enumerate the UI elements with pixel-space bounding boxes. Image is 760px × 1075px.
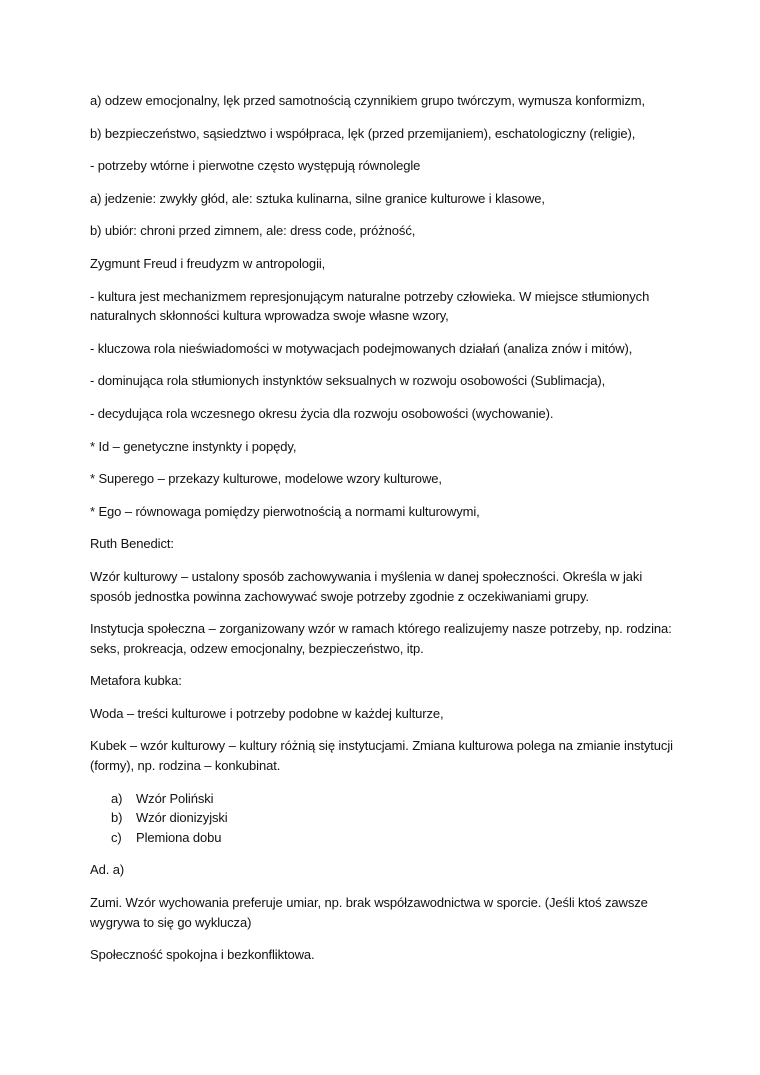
list-item-text: Plemiona dobu [136,829,222,845]
paragraphs-before-list [90,91,680,776]
paragraph: Ruth Benedict: [90,536,174,552]
list-item [90,828,680,848]
paragraph: - decydująca rola wczesnego okresu życia dla rozwoju osobowości (wychowanie). [90,405,554,421]
list-marker: b) [111,810,123,826]
paragraph: - kluczowa rola nieświadomości w motywacjach podejmowanych działań (analiza znów i mitów), [90,340,633,356]
paragraph: Ad. a) [90,862,125,878]
paragraph: Instytucja społeczna – zorganizowany wzór w ramach którego realizujemy nasze potrzeby, np. rodzina: seks, prokreacja, odzew emocjonalny, bezpieczeństwo, itp. [90,621,672,656]
paragraph: - kultura jest mechanizmem represjonującym naturalne potrzeby człowieka. W miejsce stłumionych naturalnych skłonności kultura wprowadza swoje własne wzory, [90,288,650,324]
paragraph: Zygmunt Freud i freudyzm w antropologii, [90,255,326,271]
list-item [90,808,680,828]
list-marker: a) [111,790,123,806]
paragraph: * Superego – przekazy kulturowe, modelowe wzory kulturowe, [90,471,442,487]
paragraph: Zumi. Wzór wychowania preferuje umiar, np. brak współzawodnictwa w sporcie. (Jeśli ktoś zawsze wygrywa to się go wyklucza) [90,895,648,930]
paragraph: b) bezpieczeństwo, sąsiedztwo i współpraca, lęk (przed przemijaniem), eschatologiczny (religie), [90,125,636,141]
paragraph: a) jedzenie: zwykły głód, ale: sztuka kulinarna, silne granice kulturowe i klasowe, [90,190,545,206]
paragraph: Społeczność spokojna i bezkonfliktowa. [90,947,315,963]
paragraphs-after-list [90,860,680,964]
list-item-text: Wzór dionizyjski [136,810,228,826]
list-item [90,789,680,809]
ordered-list [90,789,680,848]
paragraph: * Ego – równowaga pomiędzy pierwotnością a normami kulturowymi, [90,503,480,519]
paragraph: Woda – treści kulturowe i potrzeby podobne w każdej kulturze, [90,705,444,721]
paragraph: b) ubiór: chroni przed zimnem, ale: dress code, próżność, [90,223,416,239]
paragraph: - dominująca rola stłumionych instynktów seksualnych w rozwoju osobowości (Sublimacja), [90,373,606,389]
paragraph: - potrzeby wtórne i pierwotne często występują równolegle [90,158,421,174]
list-item-text: Wzór Poliński [136,790,214,806]
paragraph: * Id – genetyczne instynkty i popędy, [90,438,297,454]
paragraph: a) odzew emocjonalny, lęk przed samotnością czynnikiem grupo twórczym, wymusza konformizm, [90,93,646,108]
paragraph: Kubek – wzór kulturowy – kultury różnią się instytucjami. Zmiana kulturowa polega na zmianie instytucji (formy), np. rodzina – konkubinat. [90,738,673,774]
document-body [90,91,680,978]
paragraph: Wzór kulturowy – ustalony sposób zachowywania i myślenia w danej społeczności. Określa w jaki sposób jednostka powinna zachowywać swoje potrzeby zgodnie z oczekiwaniami grupy. [90,568,643,604]
paragraph: Metafora kubka: [90,673,182,689]
list-marker: c) [111,829,122,845]
